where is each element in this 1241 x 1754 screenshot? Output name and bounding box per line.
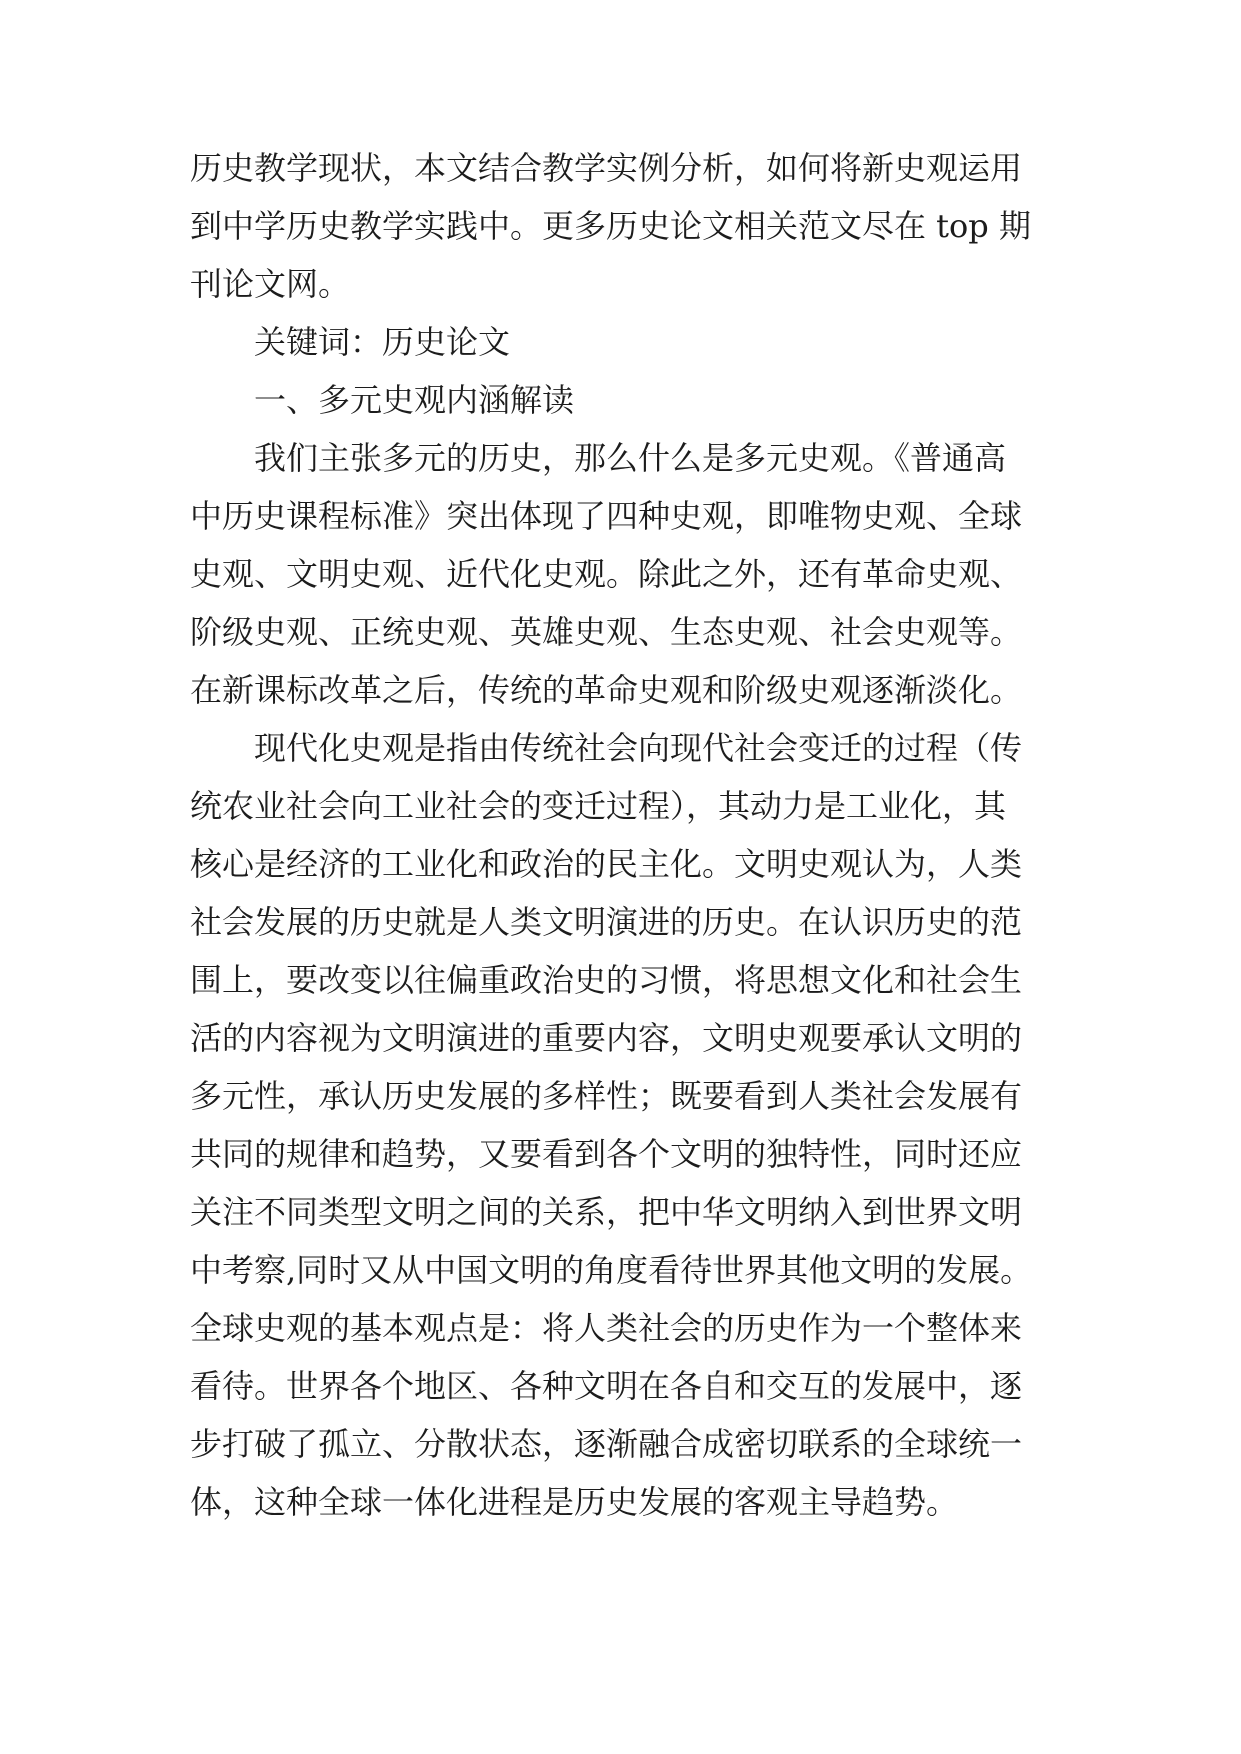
body-text-line: 中历史课程标准》突出体现了四种史观，即唯物史观、全球 [190,497,1023,535]
body-text-line: 我们主张多元的历史，那么什么是多元史观。《普通高 [254,439,1007,477]
body-text-line: 核心是经济的工业化和政治的民主化。文明史观认为，人类 [190,845,1023,883]
body-text-line: 统农业社会向工业社会的变迁过程），其动力是工业化，其 [190,787,1007,825]
body-text-line: 历史教学现状，本文结合教学实例分析，如何将新史观运用 [190,149,1023,187]
body-text-line: 全球史观的基本观点是：将人类社会的历史作为一个整体来 [190,1309,1023,1347]
body-text-line: 刊论文网。 [190,265,351,303]
body-text-line: 活的内容视为文明演进的重要内容，文明史观要承认文明的 [190,1019,1023,1057]
body-text-line: 步打破了孤立、分散状态，逐渐融合成密切联系的全球统一 [190,1425,1023,1463]
body-text-line: 史观、文明史观、近代化史观。除此之外，还有革命史观、 [190,555,1023,593]
body-text-line: 社会发展的历史就是人类文明演进的历史。在认识历史的范 [190,903,1023,941]
section-heading: 一、多元史观内涵解读 [254,381,575,419]
body-text-line: 关注不同类型文明之间的关系，把中华文明纳入到世界文明 [190,1193,1023,1231]
body-text-line: 阶级史观、正统史观、英雄史观、生态史观、社会史观等。 [190,613,1023,651]
body-text-line: 围上，要改变以往偏重政治史的习惯，将思想文化和社会生 [190,961,1023,999]
body-text-line: 多元性，承认历史发展的多样性；既要看到人类社会发展有 [190,1077,1023,1115]
body-text-line: 体，这种全球一体化进程是历史发展的客观主导趋势。 [190,1483,959,1521]
keywords-line: 关键词：历史论文 [254,323,511,361]
body-text-line: 在新课标改革之后，传统的革命史观和阶级史观逐渐淡化。 [190,671,1023,709]
body-text-line: 共同的规律和趋势，又要看到各个文明的独特性，同时还应 [190,1135,1023,1173]
body-text-line: 现代化史观是指由传统社会向现代社会变迁的过程（传 [254,729,1023,767]
body-text-line: 中考察,同时又从中国文明的角度看待世界其他文明的发展。 [190,1251,1033,1289]
body-text-line: 到中学历史教学实践中。更多历史论文相关范文尽在 top 期 [190,207,1031,245]
body-text-line: 看待。世界各个地区、各种文明在各自和交互的发展中，逐 [190,1367,1023,1405]
